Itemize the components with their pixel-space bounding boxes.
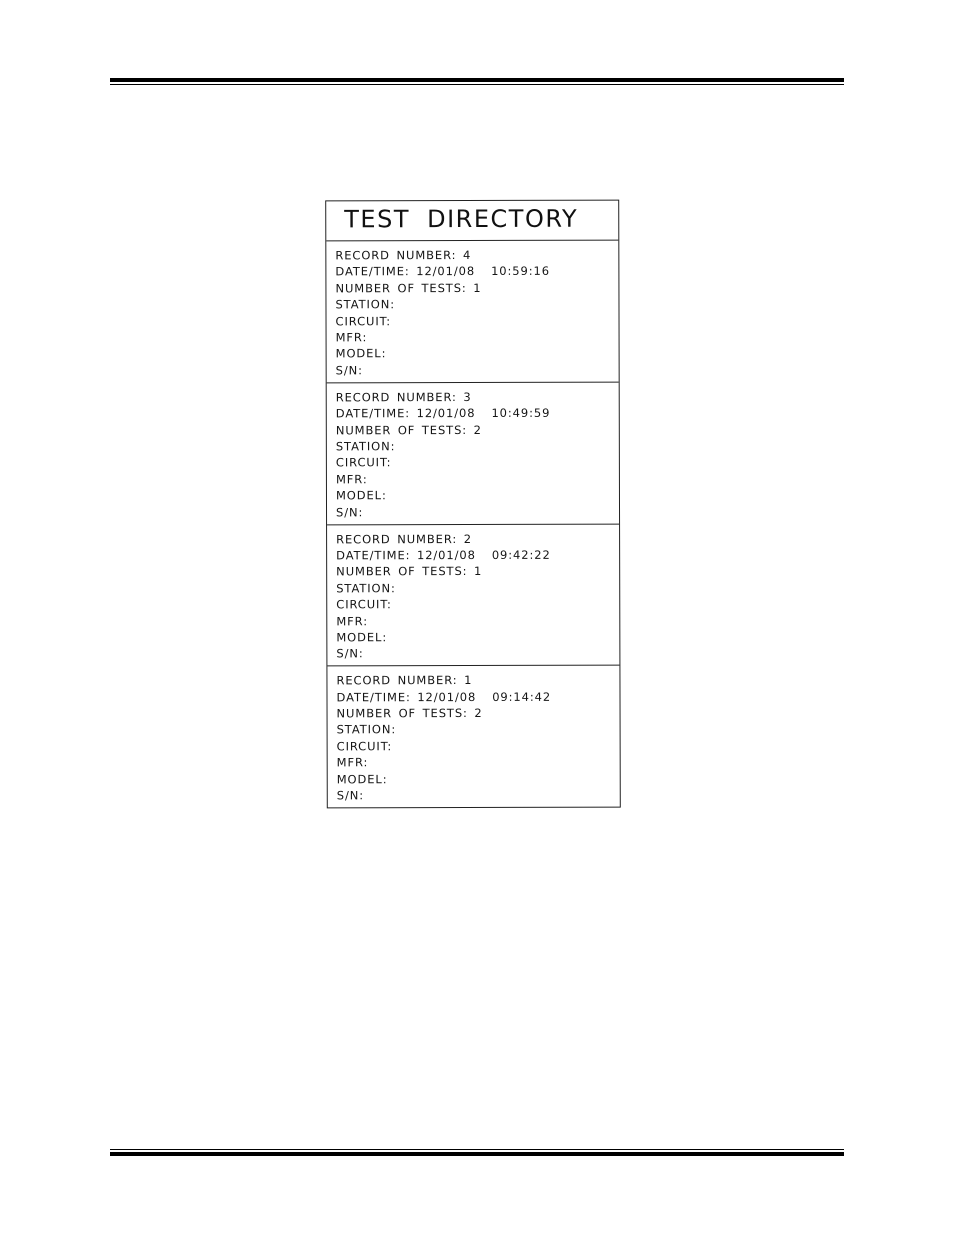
model: MODEL: <box>335 488 387 503</box>
date-time: DATE/TIME: 12/01/08 <box>336 689 477 705</box>
number-of-tests: NUMBER OF TESTS: 1 <box>336 564 483 579</box>
mfr: MFR: <box>335 330 368 345</box>
serial-number: S/N: <box>335 363 363 378</box>
mfr: MFR: <box>335 472 368 487</box>
mfr: MFR: <box>336 755 369 770</box>
record-block <box>327 524 619 667</box>
date-time-line <box>336 688 619 705</box>
header-rule <box>110 78 844 82</box>
number-of-tests: NUMBER OF TESTS: 1 <box>335 280 482 296</box>
circuit: CIRCUIT: <box>335 455 392 470</box>
serial-number: S/N: <box>336 504 364 519</box>
test-directory-printout <box>325 200 621 809</box>
model: MODEL: <box>335 346 387 361</box>
number-of-tests: NUMBER OF TESTS: 2 <box>335 422 482 437</box>
model: MODEL: <box>336 771 388 787</box>
circuit: CIRCUIT: <box>336 597 392 612</box>
station: STATION: <box>336 580 396 596</box>
serial-number: S/N: <box>336 788 365 803</box>
station: STATION: <box>335 439 396 454</box>
record-number: RECORD NUMBER: 2 <box>336 531 472 546</box>
circuit: CIRCUIT: <box>336 739 393 754</box>
date-time: DATE/TIME: 12/01/08 <box>336 547 476 563</box>
station: STATION: <box>335 297 396 312</box>
mfr: MFR: <box>336 613 368 628</box>
serial-number: S/N: <box>336 646 364 661</box>
record-block <box>326 241 618 384</box>
date-time-line <box>335 263 618 280</box>
station: STATION: <box>336 722 397 737</box>
date-time-line <box>336 547 619 564</box>
date-time: DATE/TIME: 12/01/08 <box>335 406 476 421</box>
date-time-line <box>336 405 619 422</box>
record-block <box>327 382 619 525</box>
time: 09:14:42 <box>492 689 552 704</box>
circuit: CIRCUIT: <box>335 313 392 328</box>
model: MODEL: <box>336 630 388 645</box>
number-of-tests: NUMBER OF TESTS: 2 <box>336 706 483 721</box>
date-time: DATE/TIME: 12/01/08 <box>335 264 476 279</box>
record-number: RECORD NUMBER: 1 <box>336 673 473 688</box>
footer-rule <box>110 1152 844 1156</box>
time: 10:59:16 <box>491 264 550 279</box>
record-number: RECORD NUMBER: 3 <box>335 389 472 405</box>
footer-rule-thin <box>110 1149 844 1150</box>
printout-title: TEST DIRECTORY <box>326 201 618 242</box>
record-block <box>327 666 619 808</box>
time: 09:42:22 <box>491 547 551 562</box>
record-number: RECORD NUMBER: 4 <box>335 248 472 263</box>
header-rule-thin <box>110 84 844 85</box>
time: 10:49:59 <box>491 405 551 421</box>
